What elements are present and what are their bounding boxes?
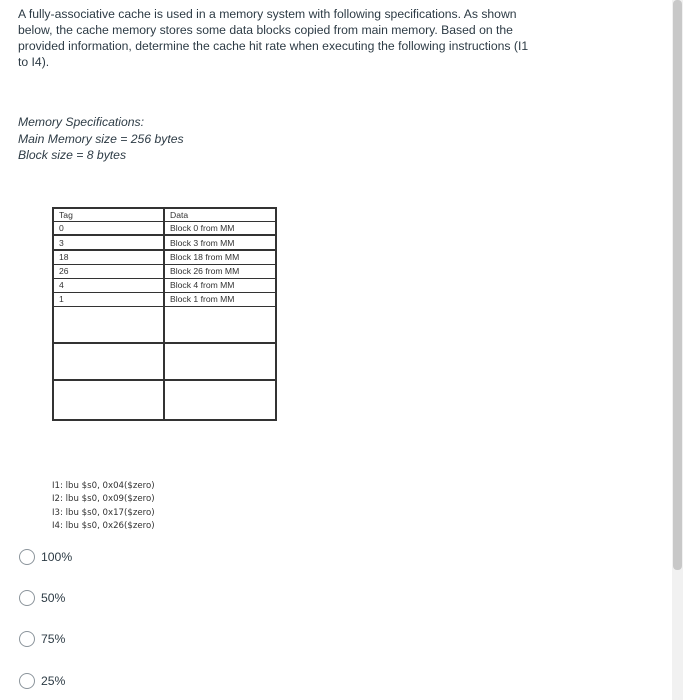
memory-specifications [18,114,184,164]
cache-table-row [53,292,276,306]
cache-table-row [53,278,276,292]
instruction-line: I1: lbu $s0, 0x04($zero) [52,481,155,491]
radio-button[interactable] [19,590,35,606]
data-cell [164,306,276,343]
block-size: Block size = 8 bytes [18,148,127,162]
cache-table-row [53,264,276,278]
instruction-list [52,480,155,533]
option-75-percent[interactable] [19,631,65,647]
cache-table-row [53,380,276,420]
tag-cell [53,306,164,343]
scrollbar-thumb[interactable] [673,0,682,570]
option-label: 100% [41,550,73,564]
option-100-percent[interactable] [19,549,72,565]
tag-cell [53,380,164,420]
option-label: 50% [41,591,66,605]
main-memory-size: Main Memory size = 256 bytes [18,131,184,146]
option-label: 25% [41,674,66,688]
tag-cell [53,343,164,380]
instruction-line: I2: lbu $s0, 0x09($zero) [52,494,155,505]
radio-button[interactable] [19,631,35,647]
tag-cell: 26 [53,264,164,278]
data-cell: Block 18 from MM [164,250,276,264]
data-cell: Block 0 from MM [164,221,276,235]
cache-table-row [53,235,276,250]
option-50-percent[interactable] [19,590,65,606]
tag-cell: 4 [53,278,164,292]
cache-table-row [53,306,276,343]
data-cell: Block 26 from MM [164,264,276,278]
radio-button[interactable] [19,673,35,689]
option-label: 75% [41,632,66,646]
data-cell: Block 4 from MM [164,278,276,292]
cache-table-row [53,343,276,380]
tag-cell: 1 [53,292,164,306]
option-25-percent[interactable] [19,673,65,689]
question-text: A fully-associative cache is used in a memory system with following specifications. As shown below, the cache memory stores some data blocks copied from main memory. Based on the provided information, determine the cache hit rate when executing the following instructions (I1 to I4). [18,7,529,69]
vertical-scrollbar[interactable] [672,0,683,700]
tag-cell: 18 [53,250,164,264]
tag-cell: Tag [53,208,164,221]
tag-cell: 0 [53,221,164,235]
cache-table-header [53,208,276,221]
instruction-line: I3: lbu $s0, 0x17($zero) [52,507,155,518]
cache-table [52,207,277,421]
data-cell: Block 3 from MM [164,235,276,250]
cache-table-row [53,250,276,264]
instruction-line: I4: lbu $s0, 0x26($zero) [52,520,155,531]
specs-heading: Memory Specifications: [18,115,144,129]
data-cell [164,343,276,380]
data-cell: Block 1 from MM [164,292,276,306]
cache-table-row [53,221,276,235]
tag-cell: 3 [53,235,164,250]
data-cell: Data [164,208,276,221]
data-cell [164,380,276,420]
radio-button[interactable] [19,549,35,565]
